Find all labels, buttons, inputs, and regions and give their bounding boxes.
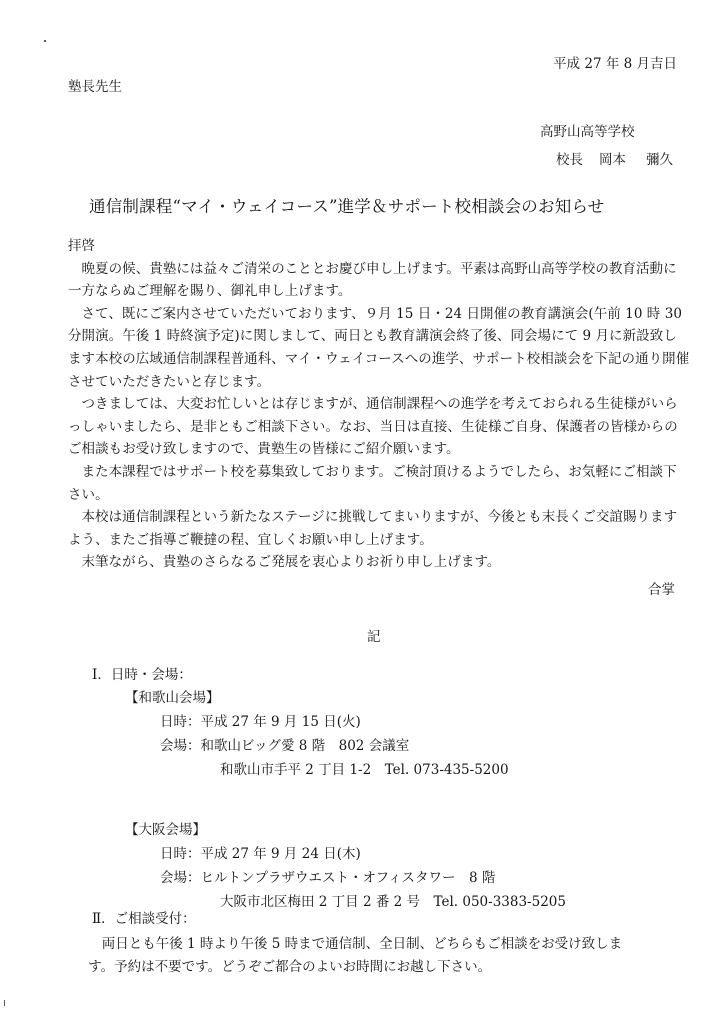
osaka-place-row bbox=[160, 866, 495, 890]
wakayama-date: 平成 27 年 9 月 15 日(火) bbox=[200, 714, 361, 730]
date-label: 日時： bbox=[160, 846, 201, 862]
section2-line: 両日とも午後 1 時より午後 5 時まで通信制、全日制、どちらもご相談をお受け致しま bbox=[101, 936, 623, 952]
sender-title: 校長 bbox=[556, 152, 583, 168]
wakayama-place-row bbox=[160, 734, 409, 758]
body-paragraph: 晩夏の候、貴塾には益々ご清栄のこととお慶び申し上げます。平素は高野山高等学校の教育活動に一方ならぬご理解を賜り、御礼申し上げます。 bbox=[68, 260, 677, 300]
body-paragraph: さて、既にご案内させていただいております、９月 15 日・24 日開催の教育講演会(午前 10 時 30 分開演。午後 1 時終演予定)に関しまして、両日とも教育講演会終了後、同会場にて 9 月に新設致します本校の広域通信制課程普通科、マイ・ウェイコースへの進学、サポート校相談会を下記の通り開催させていただきたいと存じます。 bbox=[68, 305, 690, 390]
section2-line: す。予約は不要です。どうぞご都合のよいお時間にお越し下さい。 bbox=[88, 959, 492, 975]
osaka-venue-label: 【大阪会場】 bbox=[125, 822, 206, 838]
osaka-address: 大阪市北区梅田 2 丁目 2 番 2 号 Tel. 050-3383-5205 bbox=[220, 894, 566, 910]
section2-heading: Ⅱ．ご相談受付： bbox=[92, 911, 196, 927]
date-label: 日時： bbox=[160, 714, 201, 730]
ki-heading: 記 bbox=[367, 629, 381, 645]
section1-heading: Ⅰ．日時・会場： bbox=[92, 667, 192, 683]
body-paragraph: 末筆ながら、貴塾のさらなるご発展を衷心よりお祈り申し上げます。 bbox=[81, 554, 501, 571]
osaka-date: 平成 27 年 9 月 24 日(木) bbox=[200, 846, 361, 862]
sender-surname: 岡本 bbox=[599, 152, 626, 168]
scan-speck bbox=[4, 1000, 5, 1006]
letter-date: 平成 27 年 8 月吉日 bbox=[553, 56, 677, 72]
place-label: 会場： bbox=[160, 870, 201, 886]
scan-speck bbox=[44, 40, 46, 42]
sender-school: 高野山高等学校 bbox=[540, 124, 635, 140]
sender-given-name: 彌久 bbox=[646, 152, 673, 168]
wakayama-venue-label: 【和歌山会場】 bbox=[125, 690, 220, 706]
place-label: 会場： bbox=[160, 738, 201, 754]
letter-body bbox=[68, 235, 690, 574]
body-paragraph: 本校は通信制課程という新たなステージに挑戦してまいりますが、今後とも末長くご交誼賜りますよう、またご指導ご鞭撻の程、宜しくお願い申し上げます。 bbox=[68, 509, 678, 548]
closing-salutation: 合掌 bbox=[648, 582, 675, 598]
section2-text bbox=[68, 933, 690, 979]
osaka-date-row bbox=[160, 842, 361, 866]
opening-salutation: 拝啓 bbox=[68, 238, 96, 254]
wakayama-address: 和歌山市手平 2 丁目 1-2 Tel. 073-435-5200 bbox=[220, 762, 509, 778]
wakayama-date-row bbox=[160, 710, 361, 734]
addressee: 塾長先生 bbox=[68, 79, 122, 95]
body-paragraph: つきましては、大変お忙しいとは存じますが、通信制課程への進学を考えておられる生徒様がいらっしゃいましたら、是非ともご相談下さい。なお、当日は直接、生徒様ご自身、保護者の皆様からのご相談もお受け致しますので、貴塾生の皆様にご紹介願います。 bbox=[68, 396, 678, 458]
osaka-place: ヒルトンプラザウエスト・オフィスタワー 8 階 bbox=[200, 870, 496, 886]
body-paragraph: また本課程ではサポート校を募集致しております。ご検討頂けるようでしたら、お気軽にご相談下さい。 bbox=[68, 463, 677, 503]
sender-principal bbox=[556, 148, 673, 168]
wakayama-place: 和歌山ビッグ愛 8 階 802 会議室 bbox=[200, 738, 410, 754]
letter-title: 通信制課程“マイ・ウェイコース”進学＆サポート校相談会のお知らせ bbox=[89, 197, 605, 216]
